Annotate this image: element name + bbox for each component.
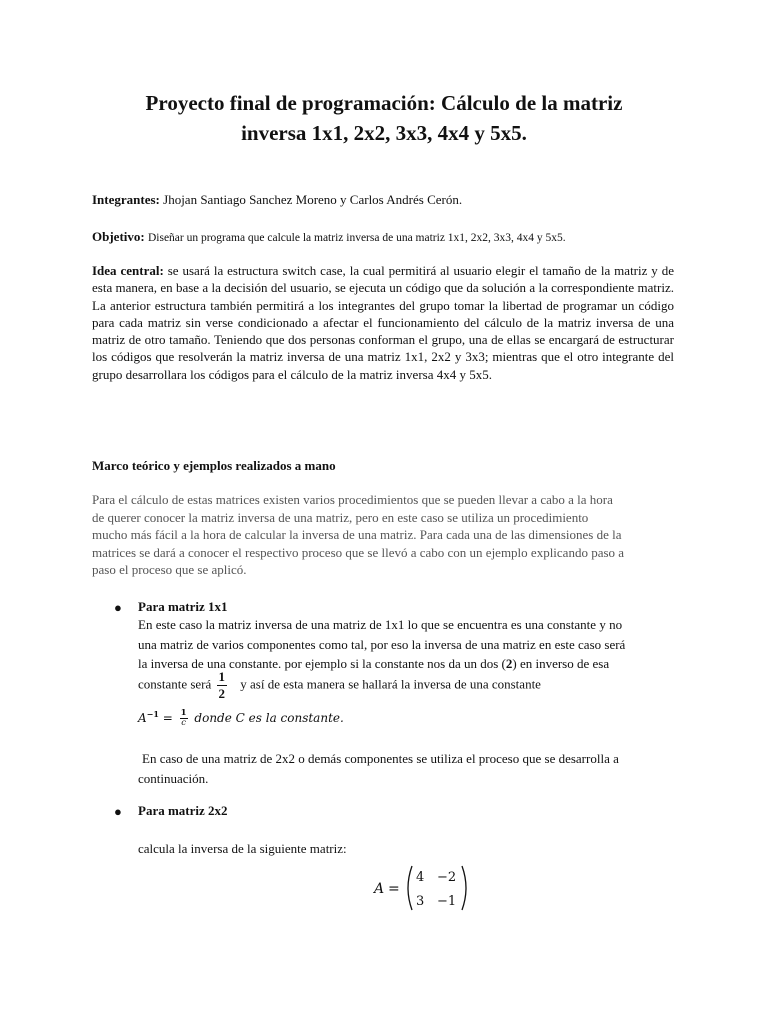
one-half-fraction [217, 670, 228, 701]
formula-equals: = [162, 711, 173, 725]
left-parenthesis [408, 866, 412, 910]
note-line: continuación. [138, 770, 209, 786]
note-line: En caso de una matriz de 2x2 o demás componentes se utiliza el proceso que se desarrolla a [142, 751, 619, 766]
formula-exponent: −1 [146, 709, 159, 719]
matrix-cell: −2 [437, 870, 457, 885]
formula-fraction [180, 709, 188, 728]
idea-central-label: Idea central: [92, 263, 164, 278]
title-line-1: Proyecto final de programación: Cálculo de la matriz [145, 91, 623, 115]
marco-line: paso el proceso que se aplicó. [92, 562, 247, 577]
matriz1x1-title: Para matriz 1x1 [138, 599, 228, 614]
line4-pre: constante será [138, 676, 212, 692]
line4-post: y así de esta manera se hallará la inversa de una constante [240, 676, 541, 692]
marco-line: de querer conocer la matriz inversa de una matriz, pero en este caso se utiliza un procedimiento [92, 509, 589, 525]
matriz2x2-title: Para matriz 2x2 [138, 803, 228, 818]
objetivo-label: Objetivo: [92, 229, 145, 244]
matrix-svg [372, 860, 472, 916]
marco-paragraph [92, 491, 674, 579]
bullet-icon: ● [114, 804, 122, 819]
right-parenthesis [462, 866, 466, 910]
line3-post: ) en inverso de esa [512, 656, 610, 671]
fraction-denominator: 2 [218, 686, 226, 701]
idea-central-text: se usará la estructura switch case, la cual permitirá al usuario elegir el tamaño de la matriz y de esta manera, en base a la decisión del usuario, se ejecuta un código que da solución a la correspondiente matriz. La anterior estructura también permitirá a los integrantes del grupo tomar la libertad de programar un código para cada matriz sin verse condicionado a afectar el funcionamiento del cálculo de la matriz inversa de una matriz de otro tamaño. Teniendo que dos personas conforman el grupo, una de ellas se encargará de estructurar los códigos que resolverán la matriz inversa de una matriz 1x1, 2x2 y 3x3; mientras que el otro integrante del grupo desarrollara los códigos para el cálculo de la matriz inversa 4x4 y 5x5. [92, 263, 675, 382]
fraction-numerator: 1 [218, 669, 226, 684]
matriz2x2-intro: calcula la inversa de la siguiente matriz: [138, 841, 347, 856]
formula-rhs: donde C es la constante. [194, 711, 344, 725]
bullet-icon: ● [114, 600, 122, 615]
note-paragraph [138, 749, 682, 788]
objetivo-line [92, 228, 566, 247]
marco-line: matrices se dará a conocer el respectivo proceso que se llevó a cabo con un ejemplo explicando paso a [92, 544, 625, 560]
integrantes-line [92, 191, 462, 208]
matrix-label: A [374, 881, 385, 897]
matrix-equals: = [388, 881, 400, 897]
title-line-2: inversa 1x1, 2x2, 3x3, 4x4 y 5x5. [241, 121, 527, 145]
objetivo-text: Diseñar un programa que calcule la matriz inversa de una matriz 1x1, 2x2, 3x3, 4x4 y 5x5. [147, 232, 566, 244]
matrix-cell: −1 [437, 894, 457, 909]
document-title [92, 88, 676, 148]
matrix-cell: 4 [416, 870, 425, 885]
idea-central-paragraph [92, 262, 674, 383]
matrix-cell: 3 [416, 894, 425, 909]
matriz1x1-fraction-line [138, 670, 678, 701]
marco-heading: Marco teórico y ejemplos realizados a mano [92, 458, 336, 473]
marco-line: Para el cálculo de estas matrices existen varios procedimientos que se pueden llevar a cabo a la hora [92, 492, 613, 507]
inverse-formula [138, 705, 678, 729]
matriz1x1-line: En este caso la matriz inversa de una matriz de 1x1 lo que se encuentra es una constante y no [138, 617, 623, 632]
formula-lhs: A [138, 711, 147, 725]
integrantes-text: Jhojan Santiago Sanchez Moreno y Carlos Andrés Cerón. [163, 192, 463, 207]
formula-numerator: 1 [180, 708, 187, 718]
marco-line: mucho más fácil a la hora de calcular la inversa de una matriz. Para cada una de las dimensiones de la [92, 527, 622, 542]
line3-pre: la inversa de una constante. por ejemplo si la constante nos da un dos ( [138, 656, 506, 671]
matriz1x1-line: una matriz de varios componentes como tal, por eso la inversa de una matriz en este caso será [138, 636, 626, 652]
matriz1x1-body [138, 615, 678, 674]
formula-denominator: c [181, 718, 187, 728]
integrantes-label: Integrantes: [92, 192, 160, 207]
matrix-equation [372, 860, 472, 916]
constant-two: 2 [505, 656, 513, 671]
